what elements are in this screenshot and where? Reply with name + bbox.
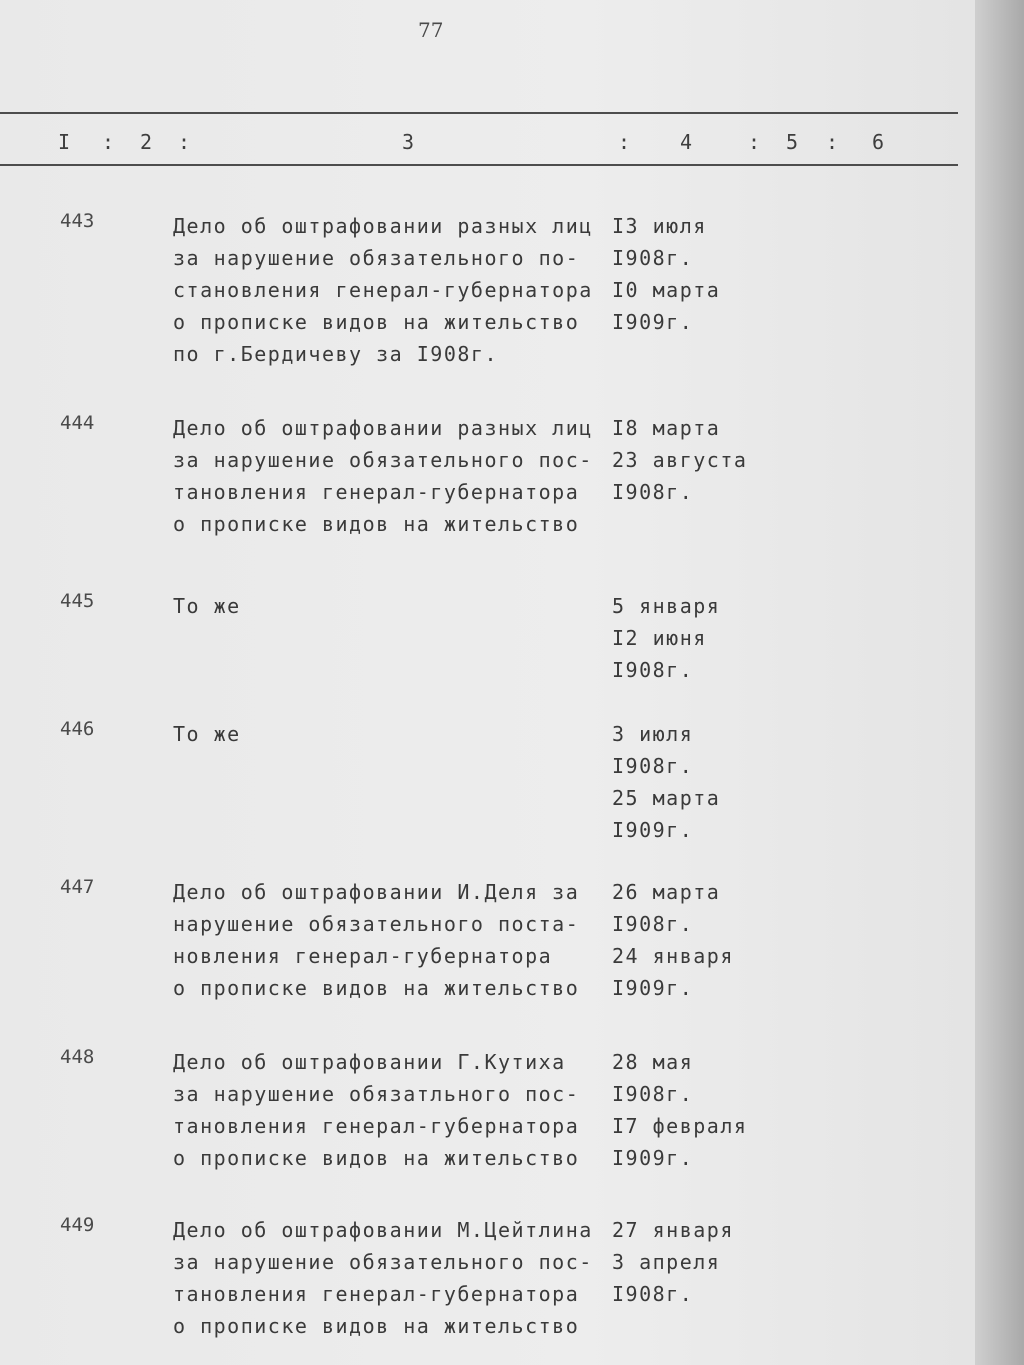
- page-number: 77: [418, 18, 444, 42]
- column-header-1: I: [58, 130, 72, 154]
- column-header-3: 3: [402, 130, 416, 154]
- date-line: I908г.: [612, 754, 694, 778]
- entry-dates: [612, 412, 772, 508]
- date-line: 27 января: [612, 1218, 734, 1242]
- description-line: Дело об оштрафовании разных лиц: [173, 214, 593, 238]
- entry-description: [173, 210, 603, 370]
- column-separator: :: [618, 130, 632, 154]
- date-line: I908г.: [612, 246, 694, 270]
- entry-description: [173, 1214, 603, 1342]
- description-line: Дело об оштрафовании разных лиц: [173, 416, 593, 440]
- entry-number: 449: [60, 1214, 95, 1236]
- entry-dates: [612, 210, 772, 338]
- date-line: I7 февраля: [612, 1114, 748, 1138]
- entry-number: 445: [60, 590, 95, 612]
- date-line: 26 марта: [612, 880, 721, 904]
- header-top-rule: [0, 112, 958, 114]
- date-line: I908г.: [612, 912, 694, 936]
- date-line: 5 января: [612, 594, 721, 618]
- description-line: Дело об оштрафовании Г.Кутиха: [173, 1050, 566, 1074]
- description-line: становления генерал-губернатора: [173, 278, 593, 302]
- date-line: I8 марта: [612, 416, 721, 440]
- column-header-4: 4: [680, 130, 694, 154]
- entry-description: [173, 718, 603, 750]
- description-line: тановления генерал-губернатора: [173, 1114, 580, 1138]
- date-line: I909г.: [612, 310, 694, 334]
- date-line: I909г.: [612, 976, 694, 1000]
- description-line: за нарушение обязательного по-: [173, 246, 580, 270]
- entry-number: 446: [60, 718, 95, 740]
- entry-dates: [612, 590, 772, 686]
- date-line: I2 июня: [612, 626, 707, 650]
- column-separator: :: [178, 130, 192, 154]
- description-line: за нарушение обязательного пос-: [173, 448, 593, 472]
- description-line: по г.Бердичеву за I908г.: [173, 342, 498, 366]
- entry-description: [173, 876, 603, 1004]
- entry-dates: [612, 718, 772, 846]
- entry-description: [173, 412, 603, 540]
- entry-description: [173, 1046, 603, 1174]
- column-header-5: 5: [786, 130, 800, 154]
- entry-dates: [612, 1214, 772, 1310]
- description-line: То же: [173, 722, 241, 746]
- entry-number: 444: [60, 412, 95, 434]
- column-separator: :: [102, 130, 116, 154]
- date-line: 25 марта: [612, 786, 721, 810]
- date-line: I0 марта: [612, 278, 721, 302]
- description-line: тановления генерал-губернатора: [173, 480, 580, 504]
- date-line: I909г.: [612, 818, 694, 842]
- description-line: за нарушение обязательного пос-: [173, 1250, 593, 1274]
- date-line: I908г.: [612, 1082, 694, 1106]
- date-line: I909г.: [612, 1146, 694, 1170]
- date-line: 28 мая: [612, 1050, 694, 1074]
- date-line: I908г.: [612, 658, 694, 682]
- date-line: I908г.: [612, 1282, 694, 1306]
- date-line: 23 августа: [612, 448, 748, 472]
- header-bottom-rule: [0, 164, 958, 166]
- column-header-2: 2: [140, 130, 154, 154]
- description-line: новления генерал-губернатора: [173, 944, 553, 968]
- entry-number: 448: [60, 1046, 95, 1068]
- column-header-6: 6: [872, 130, 886, 154]
- entry-dates: [612, 1046, 772, 1174]
- description-line: о прописке видов на жительство: [173, 1146, 580, 1170]
- date-line: I3 июля: [612, 214, 707, 238]
- description-line: нарушение обязательного поста-: [173, 912, 580, 936]
- description-line: о прописке видов на жительство: [173, 1314, 580, 1338]
- description-line: Дело об оштрафовании М.Цейтлина: [173, 1218, 593, 1242]
- date-line: 3 апреля: [612, 1250, 721, 1274]
- date-line: 24 января: [612, 944, 734, 968]
- description-line: То же: [173, 594, 241, 618]
- column-separator: :: [826, 130, 840, 154]
- date-line: 3 июля: [612, 722, 694, 746]
- column-separator: :: [748, 130, 762, 154]
- description-line: за нарушение обязатльного пос-: [173, 1082, 580, 1106]
- entry-dates: [612, 876, 772, 1004]
- description-line: о прописке видов на жительство: [173, 310, 580, 334]
- entry-number: 443: [60, 210, 95, 232]
- date-line: I908г.: [612, 480, 694, 504]
- description-line: тановления генерал-губернатора: [173, 1282, 580, 1306]
- entry-number: 447: [60, 876, 95, 898]
- description-line: Дело об оштрафовании И.Деля за: [173, 880, 580, 904]
- description-line: о прописке видов на жительство: [173, 976, 580, 1000]
- entry-description: [173, 590, 603, 622]
- description-line: о прописке видов на жительство: [173, 512, 580, 536]
- page-edge-shadow: [975, 0, 1024, 1365]
